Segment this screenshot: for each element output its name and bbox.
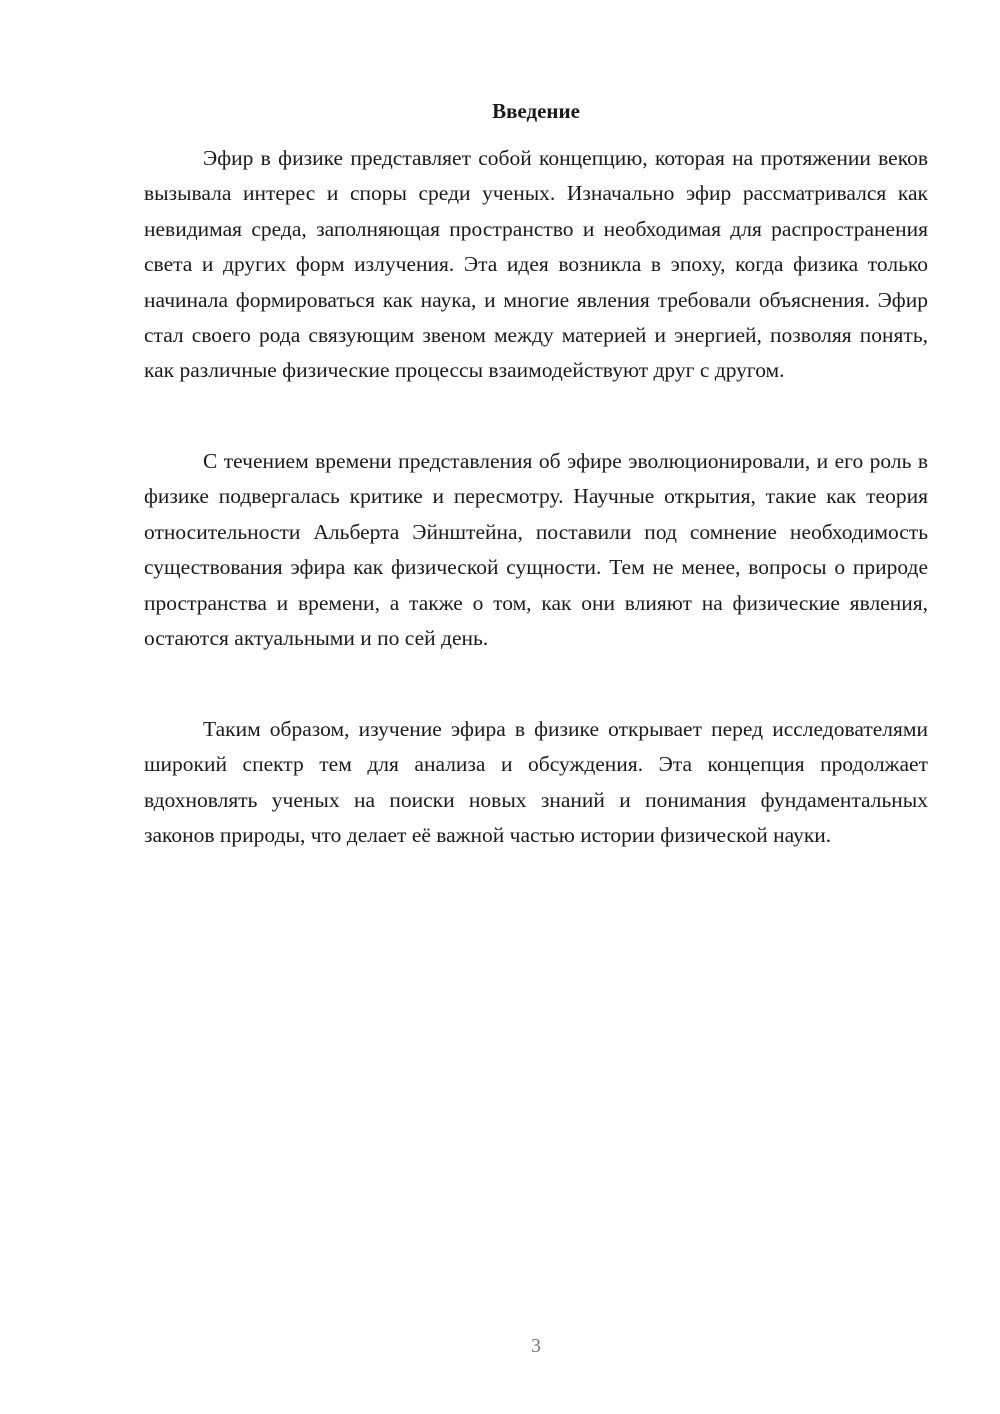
paragraph-3: Таким образом, изучение эфира в физике открывает перед исследователями широкий спектр тем для анализа и обсуждения. Эта концепция продолжает вдохновлять ученых на поиски новых знаний и понимания фундаментальных законов природы, что делает её важной частью истории физической науки. bbox=[144, 717, 928, 848]
paragraph-2: С течением времени представления об эфире эволюционировали, и его роль в физике подвергалась критике и пересмотру. Научные открытия, такие как теория относительности Альберта Эйнштейна, поставили под сомнение необходимость существования эфира как физической сущности. Тем не менее, вопросы о природе пространства и времени, а также о том, как они влияют на физические явления, остаются актуальными и по сей день. bbox=[144, 449, 928, 651]
page-number: 3 bbox=[531, 1335, 541, 1357]
section-title: Введение bbox=[492, 99, 580, 123]
paragraph-1: Эфир в физике представляет собой концепцию, которая на протяжении веков вызывала интерес и споры среди ученых. Изначально эфир рассматривался как невидимая среда, заполняющая пространство и необходимая для распространения света и других форм излучения. Эта идея возникла в эпоху, когда физика только начинала формироваться как наука, и многие явления требовали объяснения. Эфир стал своего рода связующим звеном между материей и энергией, позволяя понять, как различные физические процессы взаимодействуют друг с другом. bbox=[144, 146, 928, 383]
